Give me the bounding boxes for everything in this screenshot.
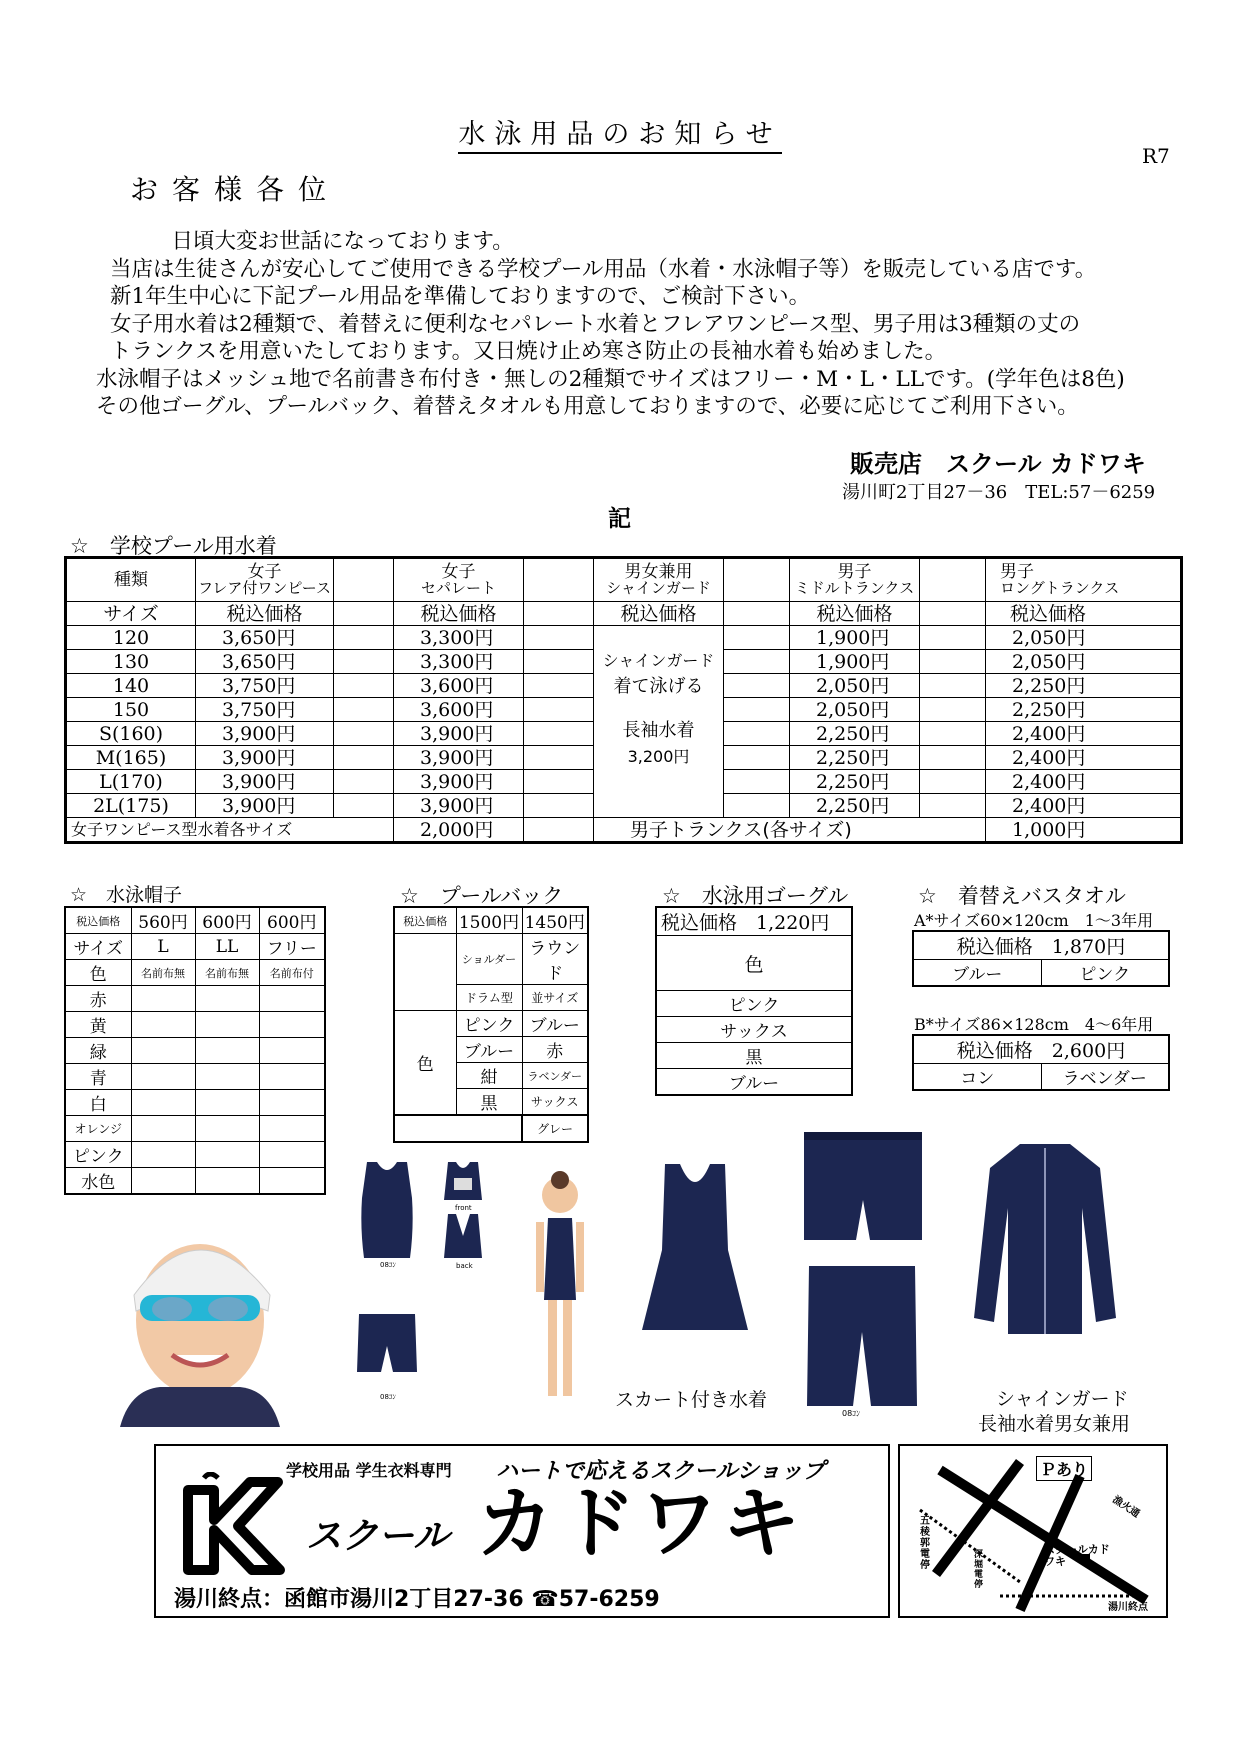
towel-a-table: 税込価格 1,870円 ブルー ピンク <box>912 930 1170 987</box>
table-row: 140 3,750円 3,600円 2,050円 2,250円 <box>66 674 1182 698</box>
paragraph-line: 当店は生徒さんが安心してご使用できる学校プール用品（水着・水泳帽子等）を販売している店です。 <box>110 256 1097 282</box>
table-row: グレー <box>394 1115 588 1142</box>
separate-back-photo <box>440 1212 486 1260</box>
map-road-label: 漁火通 <box>1110 1494 1142 1521</box>
paragraph-line: トランクスを用意いたしております。又日焼け止め寒さ防止の長袖水着も始めました。 <box>110 339 947 364</box>
goggle-table: 税込価格 1,220円 色 ピンク サックス 黒 ブルー <box>655 906 853 1096</box>
child-swimsuit-photo <box>520 1170 600 1410</box>
table-row: 色 ピンク ブルー <box>394 1011 588 1037</box>
map-roads <box>900 1446 1166 1616</box>
parking-label: Ｐあり <box>1036 1456 1092 1481</box>
table-row: ピンク <box>656 991 852 1017</box>
table-row: S(160) 3,900円 3,900円 2,250円 2,400円 <box>66 722 1182 746</box>
version-label: R7 <box>1142 144 1170 168</box>
table-row: 赤 <box>65 986 325 1012</box>
photo-caption-small: front <box>455 1204 472 1212</box>
price-label: 税込価格 <box>790 602 920 626</box>
table-row: 白 <box>65 1090 325 1116</box>
shineguard-caption: シャインガード <box>996 1388 1129 1410</box>
trunks-price: 1,000円 <box>986 818 1182 843</box>
banner-slogan: ハートで応えるスクールショップ <box>496 1459 825 1484</box>
table-row: 黄 <box>65 1012 325 1038</box>
table-row: 2L(175) 3,900円 3,900円 2,250円 2,400円 <box>66 794 1182 818</box>
kind-label: 種類 <box>66 558 196 602</box>
bag-heading: ☆ プールバック <box>400 884 564 908</box>
paragraph-line: 新1年生中心に下記プール用品を準備しておりますので、ご検討下さい。 <box>110 284 811 309</box>
skirt-caption: スカート付き水着 <box>615 1389 768 1411</box>
product-middle-trunks: 男子 ミドルトランクス <box>790 558 920 602</box>
towel-b-label: B*サイズ86×128cm 4～6年用 <box>914 1015 1154 1034</box>
product-separate: 女子 セパレート <box>394 558 524 602</box>
banner-address: 湯川終点：函館市湯川2丁目27-36 ☎57-6259 <box>174 1587 660 1612</box>
table-row: オレンジ <box>65 1116 325 1142</box>
price-label: 税込価格 <box>594 602 724 626</box>
separate-top-photo <box>352 1158 422 1260</box>
girl-cap-goggles-photo <box>100 1215 300 1427</box>
paragraph-line: 日頃大変お世話になっております。 <box>150 229 514 254</box>
table-row: ブルー 赤 <box>394 1037 588 1063</box>
banner-tag: 学校用品 学生衣料専門 <box>286 1461 452 1480</box>
photo-caption-small: back <box>456 1262 473 1270</box>
table-row: 150 3,750円 3,600円 2,050円 2,250円 <box>66 698 1182 722</box>
price-label: 税込価格 <box>986 602 1182 626</box>
banner-school: スクール <box>306 1516 450 1557</box>
shineguard-photo <box>970 1138 1120 1338</box>
table-row: 水色 <box>65 1168 325 1195</box>
skirt-swimsuit-photo <box>640 1160 750 1335</box>
photo-caption-small: 08ｺﾝ <box>842 1409 861 1418</box>
product-flare: 女子 フレア付ワンピース <box>196 558 334 602</box>
photo-caption-small: 08ｺﾝ <box>380 1393 396 1401</box>
table-row: 黒 <box>656 1043 852 1069</box>
paragraph-line: 水泳帽子はメッシュ地で名前書き布付き・無しの2種類でサイズはフリー・M・L・LLです。(学年色は8色) <box>96 366 1125 392</box>
table-row: 紺 ラベンダー <box>394 1063 588 1089</box>
separate-bottom-photo <box>355 1310 419 1378</box>
long-trunks-photo <box>805 1262 919 1412</box>
salutation: お客様各位 <box>130 173 341 206</box>
onepiece-price: 2,000円 <box>394 818 524 843</box>
intro-paragraphs <box>96 228 1176 421</box>
onepiece-label: 女子ワンピース型水着各サイズ <box>66 818 394 843</box>
table-footer-row <box>66 818 1182 843</box>
price-label: 税込価格 <box>196 602 334 626</box>
banner-name: カドワキ <box>476 1479 805 1569</box>
size-label: サイズ <box>66 602 196 626</box>
table-row: M(165) 3,900円 3,900円 2,250円 2,400円 <box>66 746 1182 770</box>
shop-banner <box>154 1444 890 1618</box>
product-long-trunks: 男子 ロングトランクス <box>986 558 1182 602</box>
table-row: 120 3,650円 3,300円 シャインガード 着て泳げる 長袖水着 3,200円 1,900円 2,050円 <box>66 626 1182 650</box>
table-row: 青 <box>65 1064 325 1090</box>
cap-table: 税込価格 560円 600円 600円 サイズ L LL フリー 色 名前布無 名前布無 名前布付 赤 黄 緑 青 白 オレンジ ピンク 水色 <box>64 906 326 1195</box>
table-row: ピンク <box>65 1142 325 1168</box>
shop-map <box>898 1444 1168 1618</box>
table-row: 緑 <box>65 1038 325 1064</box>
towel-b-table: 税込価格 2,600円 コン ラベンダー <box>912 1034 1170 1091</box>
table-row: 黒 サックス <box>394 1089 588 1116</box>
product-shineguard: 男女兼用 シャインガード <box>594 558 724 602</box>
shop-name: 販売店 スクール カドワキ <box>850 450 1146 478</box>
towel-a-label: A*サイズ60×120cm 1～3年用 <box>914 911 1154 930</box>
swimsuit-table <box>64 556 1183 844</box>
price-label: 税込価格 <box>394 602 524 626</box>
swimsuit-heading: ☆ 学校プール用水着 <box>70 534 277 558</box>
table-row: 130 3,650円 3,300円 1,900円 2,050円 <box>66 650 1182 674</box>
shineguard-caption: 長袖水着男女兼用 <box>978 1413 1131 1435</box>
paragraph-line: その他ゴーグル、プールバック、着替えタオルも用意しておりますので、必要に応じてご利用下さい。 <box>96 394 1079 419</box>
table-row: ブルー <box>656 1069 852 1096</box>
map-shop-label: スクールカドワキ <box>1044 1543 1110 1568</box>
middle-trunks-photo <box>800 1128 926 1248</box>
page-title: 水泳用品のお知らせ <box>0 112 1240 151</box>
map-stop-fukabori: 深堀電停 <box>974 1550 984 1590</box>
photo-caption-small: 08ｺﾝ <box>380 1261 396 1269</box>
paragraph-line: 女子用水着は2種類で、着替えに便利なセパレート水着とフレアワンピース型、男子用は3種類の丈の <box>110 311 1081 337</box>
cap-heading: ☆ 水泳帽子 <box>70 884 183 906</box>
shineguard-cell: シャインガード 着て泳げる 長袖水着 3,200円 <box>594 626 724 818</box>
bag-table: 税込価格 1500円 1450円 ショルダー ラウンド ドラム型 並サイズ 色 ピンク ブルー ブルー 赤 紺 ラベンダー 黒 サックス グレー <box>393 906 589 1143</box>
towel-heading: ☆ 着替えバスタオル <box>918 884 1126 908</box>
goggle-heading: ☆ 水泳用ゴーグル <box>662 884 849 908</box>
map-stop-goryokaku: 五稜郭電停 <box>920 1516 930 1571</box>
table-row: サックス <box>656 1017 852 1043</box>
ki-mark: 記 <box>608 506 631 532</box>
map-end-label: 湯川終点 <box>1108 1602 1148 1613</box>
logo-k-icon <box>178 1472 288 1580</box>
trunks-label: 男子トランクス(各サイズ) <box>594 818 986 843</box>
separate-front-photo <box>440 1160 486 1202</box>
table-row: L(170) 3,900円 3,900円 2,250円 2,400円 <box>66 770 1182 794</box>
shop-address: 湯川町2丁目27－36 TEL:57－6259 <box>842 482 1156 503</box>
